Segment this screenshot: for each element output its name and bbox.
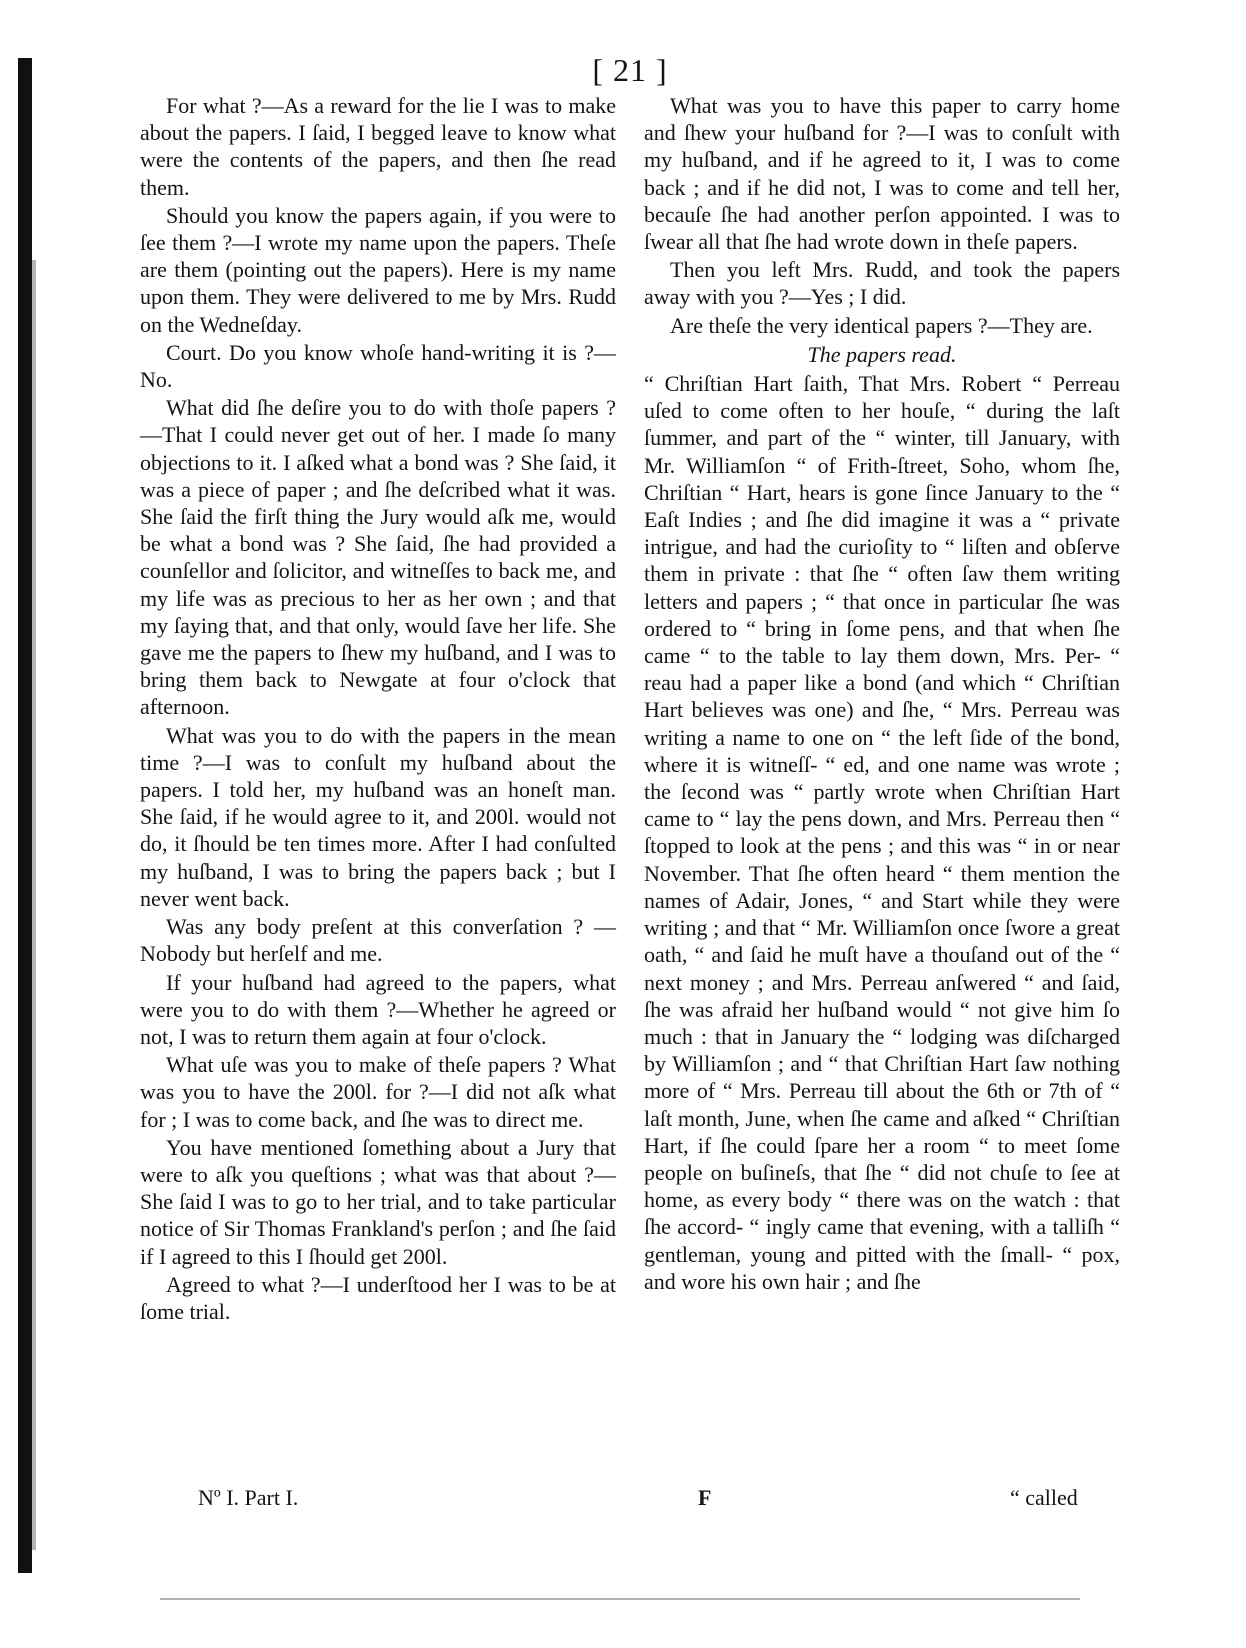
paragraph: Are theſe the very identical papers ?—They are.: [670, 312, 1093, 338]
paragraph: What was you to have this paper to carry home and ſhew your huſband for ?—I was to conſult with my huſband, and if he agreed to it, I was to come back ; and if he did not, I was to come and tell her, becauſe ſhe had another perſon appointed. I was to ſwear all that ſhe had wrote down in theſe papers.: [644, 93, 1120, 255]
signature-mark: Nº I. Part I.: [198, 1485, 299, 1510]
right-column: [644, 92, 1120, 1296]
page-binding-edge: [18, 58, 32, 1573]
page-number-header: [ 21 ]: [592, 52, 668, 88]
paragraph: What did ſhe deſire you to do with thoſe papers ?—That I could never get out of her. I made ſo many objections to it. I aſked what a bond was ? She ſaid, it was a piece of paper ; and ſhe deſcribed what it was. She ſaid the firſt thing the Jury would aſk me, would be what a bond was ? She ſaid, ſhe had provided a counſellor and ſolicitor, and witneſſes to back me, and my life was as precious to her as her own ; and that my ſaying that, and that only, would ſave her life. She gave me the papers to ſhew my huſband, and I was to bring them back to Newgate at four o'clock that afternoon.: [140, 395, 616, 720]
quoted-deposition: [644, 370, 1120, 1295]
paragraph: Court. Do you know whoſe hand-writing it is ?—No.: [140, 339, 616, 393]
paragraph: Then you left Mrs. Rudd, and took the papers away with you ?—Yes ; I did.: [644, 257, 1120, 310]
print-speck-line: [160, 1598, 1080, 1600]
paragraph: Should you know the papers again, if you were to ſee them ?—I wrote my name upon the papers. Theſe are them (pointing out the papers). Here is my name upon them. They were delivered to me by Mrs. Rudd on the Wedneſday.: [140, 202, 616, 337]
paragraph: Agreed to what ?—I underſtood her I was to be at ſome trial.: [140, 1271, 616, 1324]
sheet-mark: F: [698, 1485, 712, 1510]
paragraph: If your huſband had agreed to the papers, what were you to do with them ?—Whether he agreed or not, I was to return them again at four o'clock.: [140, 969, 616, 1049]
paragraph: You have mentioned ſomething about a Jury that were to aſk you queſtions ; what was that about ?—She ſaid I was to go to her trial, and to take particular notice of Sir Thomas Frankland's perſon ; and ſhe ſaid if I agreed to this I ſhould get 200l.: [140, 1134, 616, 1269]
paragraph: Was any body preſent at this converſation ? —Nobody but herſelf and me.: [140, 914, 616, 967]
section-heading: The papers read.: [807, 341, 957, 367]
paragraph: What was you to do with the papers in the mean time ?—I was to conſult my huſband about the papers. I told her, my huſband was an honeſt man. She ſaid, if he would agree to it, and 200l. would not do, it ſhould be ten times more. After I had conſulted my huſband, I was to bring the papers back ; but I never went back.: [140, 722, 616, 911]
quoted-text: “ Chriſtian Hart ſaith, That Mrs. Robert “ Perreau uſed to come often to her houſe, “ during the laſt ſummer, and part of the “ winter, till January, with Mr. Williamſon “ of Frith-ſtreet, Soho, whom ſhe, Chriſtian “ Hart, hears is gone ſince January to the “ Eaſt Indies ; and ſhe did imagine it was a “ private intrigue, and had the curioſity to “ liſten and obſerve them in private : that ſhe “ often ſaw them writing letters and papers ; “ that once in particular ſhe was ordered to “ bring in ſome pens, and that when ſhe came “ to the table to lay them down, Mrs. Per- “ reau had a paper like a bond (and which “ Chriſtian Hart believes was one) and ſhe, “ Mrs. Perreau was writing a name to one on “ the left ſide of the bond, where it is witneſſ- “ ed, and one name was wrote ; the ſecond was “ partly wrote when Chriſtian Hart came to “ lay the pens down, and Mrs. Perreau then “ ſtopped to look at the pens ; and this was “ in or near November. That ſhe often heard “ them mention the names of Adair, Jones, “ and Start while they were writing ; and that “ Mr. Williamſon once ſwore a great oath, “ and ſaid he muſt have a thouſand out of the “ next money ; and Mrs. Perreau anſwered “ and ſaid, ſhe was afraid her huſband would “ not give him ſo much : that in January the “ lodging was diſcharged by Williamſon ; and “ that Chriſtian Hart ſaw nothing more of “ Mrs. Perreau till about the 6th or 7th of “ laſt month, June, when ſhe came and aſked “ Chriſtian Hart, if ſhe could ſpare her a room “ to meet ſome people on buſineſs, that ſhe “ did not chuſe to ſee at home, as every body “ there was on the watch : that ſhe accord- “ ingly came that evening, with a talliſh “ gentleman, young and pitted with the ſmall- “ pox, and wore his own hair ; and ſhe: [644, 371, 1120, 1294]
paragraph: What uſe was you to make of theſe papers ? What was you to have the 200l. for ?—I did not aſk what for ; I was to come back, and ſhe was to direct me.: [140, 1052, 616, 1132]
page-binding-shadow: [32, 260, 36, 1550]
paragraph: For what ?—As a reward for the lie I was to make about the papers. I ſaid, I begged leave to know what were the contents of the papers, and then ſhe read them.: [140, 93, 616, 200]
left-column: [140, 92, 616, 1326]
catchword: “ called: [1010, 1485, 1078, 1510]
